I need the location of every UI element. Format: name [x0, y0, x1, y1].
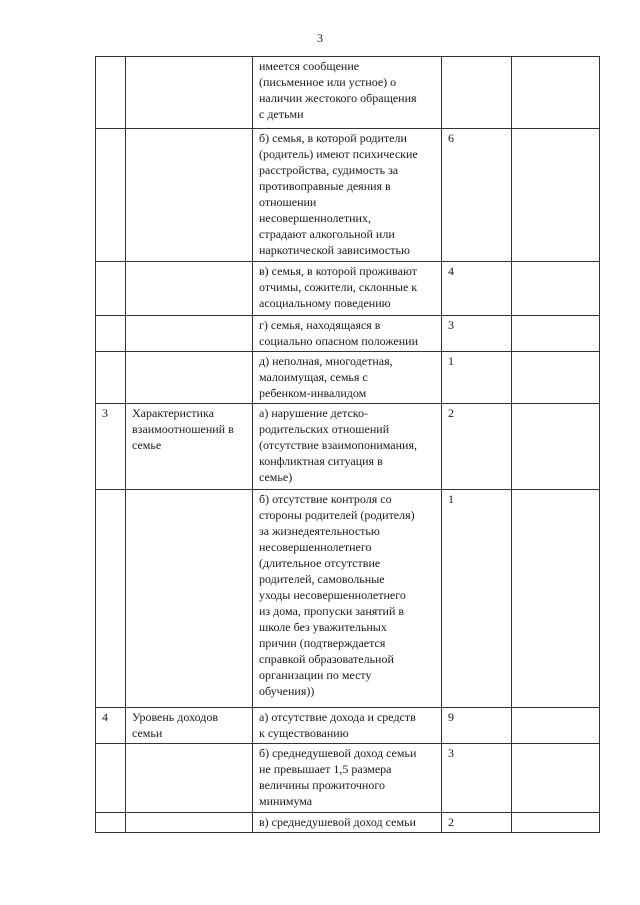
row-number-cell: 4 — [96, 708, 126, 744]
empty-cell — [512, 129, 600, 262]
row-number-cell — [96, 57, 126, 129]
score-cell: 9 — [442, 708, 512, 744]
empty-cell — [512, 262, 600, 316]
table-row — [96, 708, 600, 744]
criteria-table — [95, 56, 600, 833]
table-row — [96, 262, 600, 316]
row-number-cell — [96, 129, 126, 262]
description-cell: д) неполная, многодетная, малоимущая, семья с ребенком-инвалидом — [253, 352, 442, 404]
row-number-cell — [96, 813, 126, 833]
description-cell: г) семья, находящаяся в социально опасном положении — [253, 316, 442, 352]
category-cell — [126, 744, 253, 813]
table-row — [96, 57, 600, 129]
empty-cell — [512, 404, 600, 490]
score-cell: 4 — [442, 262, 512, 316]
table-row — [96, 316, 600, 352]
score-cell: 1 — [442, 490, 512, 708]
score-cell: 1 — [442, 352, 512, 404]
empty-cell — [512, 316, 600, 352]
description-cell: а) отсутствие дохода и средств к существованию — [253, 708, 442, 744]
description-cell: а) нарушение детско- родительских отношений (отсутствие взаимопонимания, конфликтная ситуация в семье) — [253, 404, 442, 490]
row-number-cell — [96, 316, 126, 352]
score-cell: 3 — [442, 316, 512, 352]
category-cell — [126, 490, 253, 708]
category-cell — [126, 813, 253, 833]
table-row — [96, 352, 600, 404]
category-cell — [126, 129, 253, 262]
category-cell: Уровень доходов семьи — [126, 708, 253, 744]
table-row — [96, 490, 600, 708]
category-cell: Характеристика взаимоотношений в семье — [126, 404, 253, 490]
category-cell — [126, 262, 253, 316]
description-cell: имеется сообщение (письменное или устное) о наличии жестокого обращения с детьми — [253, 57, 442, 129]
score-cell: 2 — [442, 813, 512, 833]
row-number-cell — [96, 744, 126, 813]
category-cell — [126, 316, 253, 352]
description-cell: в) семья, в которой проживают отчимы, сожители, склонные к асоциальному поведению — [253, 262, 442, 316]
description-cell: б) семья, в которой родители (родитель) имеют психические расстройства, судимость за противоправные деяния в отношении несовершеннолетних, страдают алкогольной или наркотической зависимостью — [253, 129, 442, 262]
category-cell — [126, 352, 253, 404]
score-cell: 3 — [442, 744, 512, 813]
table-row — [96, 744, 600, 813]
table-row — [96, 404, 600, 490]
description-cell: б) среднедушевой доход семьи не превышает 1,5 размера величины прожиточного минимума — [253, 744, 442, 813]
score-cell: 6 — [442, 129, 512, 262]
row-number-cell — [96, 490, 126, 708]
empty-cell — [512, 490, 600, 708]
empty-cell — [512, 708, 600, 744]
empty-cell — [512, 813, 600, 833]
table-row — [96, 129, 600, 262]
table-row — [96, 813, 600, 833]
row-number-cell — [96, 262, 126, 316]
score-cell: 2 — [442, 404, 512, 490]
score-cell — [442, 57, 512, 129]
description-cell: б) отсутствие контроля со стороны родителей (родителя) за жизнедеятельностью несовершеннолетнего (длительное отсутствие родителей, самовольные уходы несовершеннолетнего из дома, пропуски занятий в школе без уважительных причин (подтверждается справкой образовательной организации по месту обучения)) — [253, 490, 442, 708]
empty-cell — [512, 352, 600, 404]
empty-cell — [512, 744, 600, 813]
row-number-cell — [96, 352, 126, 404]
row-number-cell: 3 — [96, 404, 126, 490]
description-cell: в) среднедушевой доход семьи — [253, 813, 442, 833]
empty-cell — [512, 57, 600, 129]
page-number: 3 — [317, 31, 323, 45]
category-cell — [126, 57, 253, 129]
